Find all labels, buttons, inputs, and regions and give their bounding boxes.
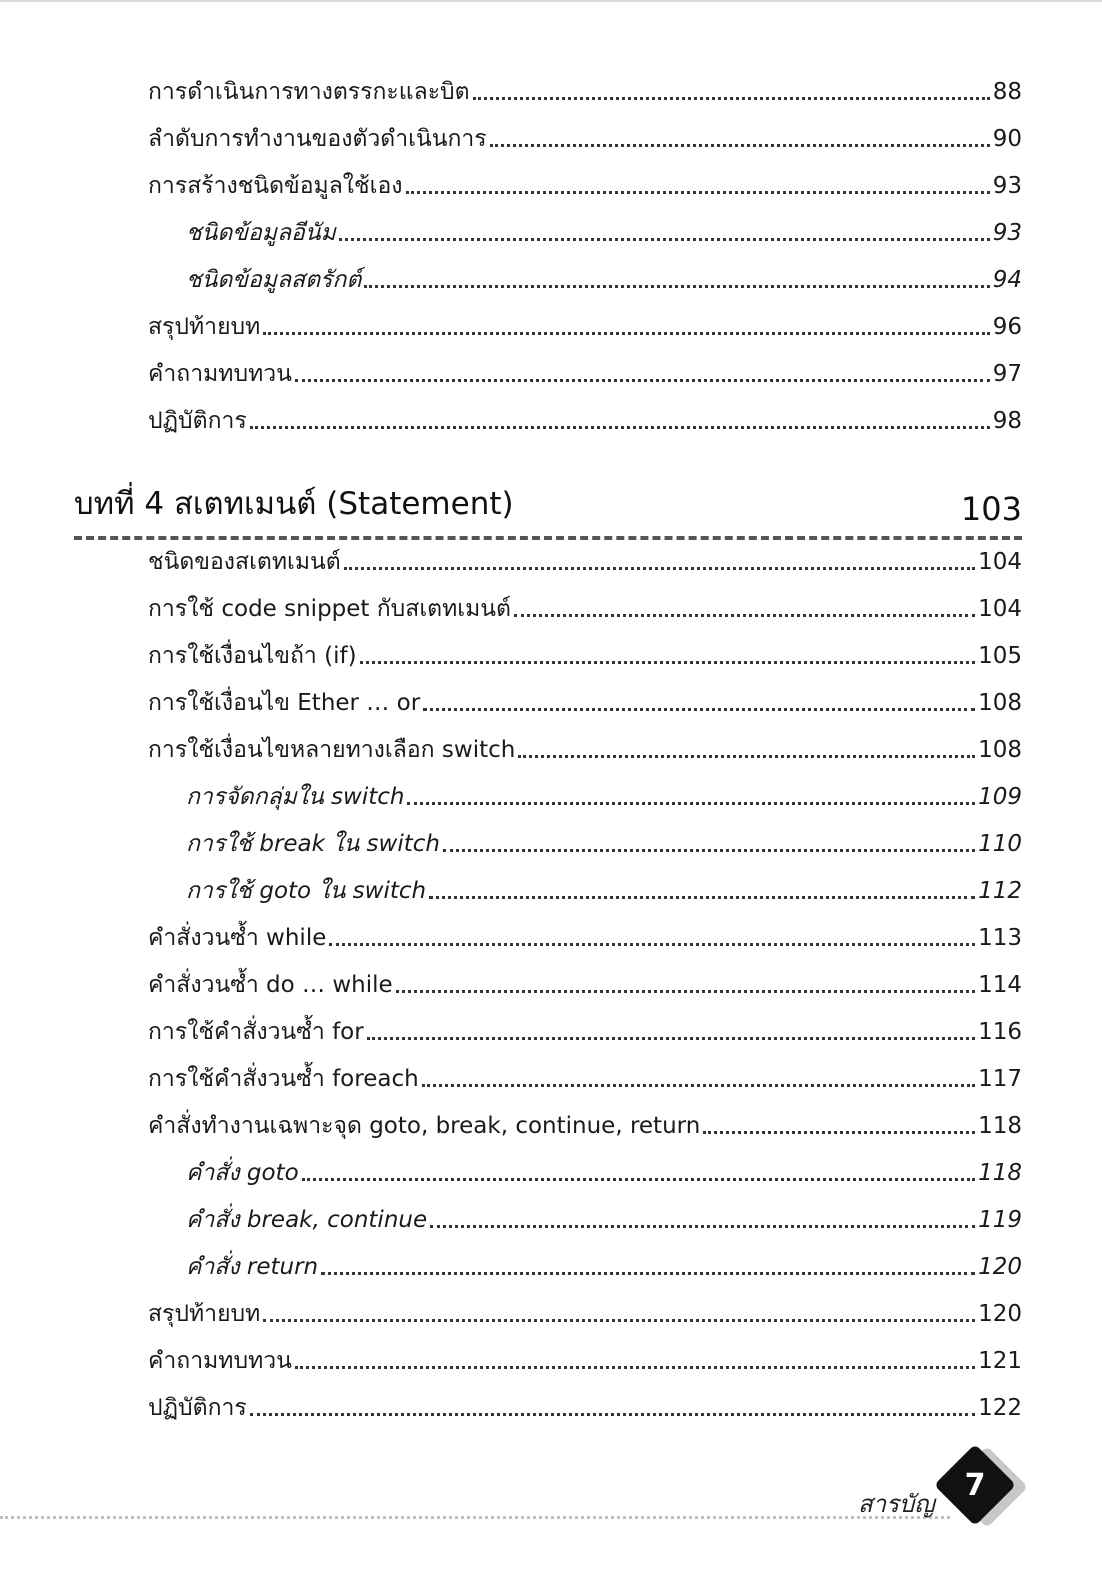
toc-entry-label: สรุปท้ายบท	[148, 1301, 261, 1327]
page-number: 7	[964, 1467, 986, 1503]
toc-entry-label: คำสั่งวนซ้ำ while	[148, 925, 327, 951]
leader-dots	[339, 238, 990, 241]
toc-entry[interactable]	[148, 678, 1022, 718]
leader-dots	[514, 614, 975, 617]
leader-dots	[302, 1178, 975, 1181]
toc-entry-label: การใช้เงื่อนไข Ether … or	[148, 690, 421, 716]
toc-entry-page: 110	[978, 831, 1022, 857]
toc-subentry[interactable]	[186, 866, 1022, 906]
toc-entry-page: 104	[978, 596, 1022, 622]
footer-section-label: สารบัญ	[858, 1490, 935, 1518]
chapter-title: บทที่ 4 สเตทเมนต์ (Statement)	[74, 486, 514, 522]
toc-entry-page: 109	[978, 784, 1022, 810]
toc-entry[interactable]	[148, 1054, 1022, 1094]
leader-dots	[490, 144, 990, 147]
toc-entry-label: สรุปท้ายบท	[148, 314, 261, 340]
toc-subentry[interactable]	[186, 772, 1022, 812]
toc-entry[interactable]	[148, 114, 1022, 154]
toc-entry-label: การดำเนินการทางตรรกะและบิต	[148, 79, 470, 105]
leader-dots	[250, 1413, 975, 1416]
toc-entry[interactable]	[148, 349, 1022, 389]
toc-entry[interactable]	[148, 584, 1022, 624]
toc-entry-page: 113	[978, 925, 1022, 951]
toc-entry-label: การจัดกลุ่มใน switch	[186, 784, 405, 810]
leader-dots	[329, 943, 975, 946]
toc-entry-label: คำสั่งทำงานเฉพาะจุด goto, break, continue, return	[148, 1113, 701, 1139]
toc-entry-label: การใช้ break ใน switch	[186, 831, 440, 857]
leader-dots	[443, 849, 975, 852]
leader-dots	[364, 285, 989, 288]
toc-entry-label: คำถามทบทวน	[148, 361, 292, 387]
toc-entry-page: 114	[978, 972, 1022, 998]
leader-dots	[422, 1084, 975, 1087]
leader-dots	[295, 1366, 975, 1369]
toc-entry-page: 117	[978, 1066, 1022, 1092]
toc-entry-page: 93	[992, 173, 1022, 199]
toc-entry[interactable]	[148, 396, 1022, 436]
toc-subentry[interactable]	[186, 208, 1022, 248]
leader-dots	[321, 1272, 975, 1275]
leader-dots	[360, 661, 976, 664]
toc-entry-page: 118	[978, 1160, 1022, 1186]
toc-subentry[interactable]	[186, 1242, 1022, 1282]
footer-divider	[0, 1516, 950, 1519]
toc-entry[interactable]	[148, 725, 1022, 765]
toc-entry-label: ปฏิบัติการ	[148, 408, 247, 434]
leader-dots	[344, 567, 975, 570]
toc-entry[interactable]	[148, 960, 1022, 1000]
leader-dots	[406, 191, 990, 194]
toc-entry-page: 120	[978, 1254, 1022, 1280]
toc-entry-label: ชนิดของสเตทเมนต์	[148, 549, 341, 575]
toc-subentry[interactable]	[186, 819, 1022, 859]
toc-entry-label: การใช้เงื่อนไขถ้า (if)	[148, 643, 357, 669]
leader-dots	[429, 896, 975, 899]
toc-entry-page: 116	[978, 1019, 1022, 1045]
chapter-page: 103	[960, 490, 1022, 528]
leader-dots	[703, 1131, 975, 1134]
toc-entry-label: ชนิดข้อมูลสตรักต์	[186, 267, 362, 293]
toc-entry-label: คำสั่ง return	[186, 1254, 319, 1280]
toc-entry[interactable]	[148, 631, 1022, 671]
toc-entry-page: 104	[978, 549, 1022, 575]
toc-entry-label: การใช้ code snippet กับสเตทเมนต์	[148, 596, 511, 622]
toc-entry-page: 105	[978, 643, 1022, 669]
toc-entry-page: 93	[992, 220, 1022, 246]
toc-entry-page: 97	[992, 361, 1022, 387]
leader-dots	[518, 755, 975, 758]
toc-entry-label: การใช้คำสั่งวนซ้ำ foreach	[148, 1066, 419, 1092]
leader-dots	[367, 1037, 975, 1040]
toc-entry-page: 122	[978, 1395, 1022, 1421]
toc-entry-label: การใช้คำสั่งวนซ้ำ for	[148, 1019, 364, 1045]
toc-entry-label: คำสั่ง break, continue	[186, 1207, 428, 1233]
toc-entry[interactable]	[148, 67, 1022, 107]
leader-dots	[263, 1319, 975, 1322]
toc-entry-label: ลำดับการทำงานของตัวดำเนินการ	[148, 126, 487, 152]
toc-entry[interactable]	[148, 537, 1022, 577]
toc-entry[interactable]	[148, 161, 1022, 201]
toc-entry-label: ชนิดข้อมูลอีนัม	[186, 220, 336, 246]
toc-entry-label: คำสั่งวนซ้ำ do … while	[148, 972, 393, 998]
toc-entry-page: 98	[992, 408, 1022, 434]
leader-dots	[396, 990, 975, 993]
toc-entry-label: คำสั่ง goto	[186, 1160, 299, 1186]
toc-entry-page: 108	[978, 690, 1022, 716]
toc-entry-page: 96	[992, 314, 1022, 340]
toc-entry-page: 94	[992, 267, 1022, 293]
toc-entry[interactable]	[148, 302, 1022, 342]
leader-dots	[430, 1225, 975, 1228]
toc-entry-page: 88	[992, 79, 1022, 105]
leader-dots	[407, 802, 975, 805]
toc-entry[interactable]	[148, 913, 1022, 953]
toc-entry-page: 119	[978, 1207, 1022, 1233]
toc-entry[interactable]	[148, 1336, 1022, 1376]
toc-entry-label: การสร้างชนิดข้อมูลใช้เอง	[148, 173, 403, 199]
toc-entry-page: 118	[978, 1113, 1022, 1139]
leader-dots	[423, 708, 975, 711]
toc-entry-page: 90	[992, 126, 1022, 152]
toc-entry[interactable]	[148, 1101, 1022, 1141]
toc-entry-page: 121	[978, 1348, 1022, 1374]
toc-entry-page: 120	[978, 1301, 1022, 1327]
toc-subentry[interactable]	[186, 255, 1022, 295]
leader-dots	[263, 332, 989, 335]
toc-subentry[interactable]	[186, 1195, 1022, 1235]
toc-entry-label: การใช้เงื่อนไขหลายทางเลือก switch	[148, 737, 516, 763]
chapter-heading[interactable]	[74, 478, 1022, 540]
toc-entry-page: 108	[978, 737, 1022, 763]
leader-dots	[250, 426, 990, 429]
toc-entry[interactable]	[148, 1383, 1022, 1423]
toc-entry[interactable]	[148, 1289, 1022, 1329]
toc-entry-page: 112	[978, 878, 1022, 904]
toc-subentry[interactable]	[186, 1148, 1022, 1188]
top-border	[0, 0, 1102, 2]
toc-entry[interactable]	[148, 1007, 1022, 1047]
toc-entry-label: ปฏิบัติการ	[148, 1395, 247, 1421]
toc-entry-label: การใช้ goto ใน switch	[186, 878, 427, 904]
toc-entry-label: คำถามทบทวน	[148, 1348, 292, 1374]
leader-dots	[295, 379, 990, 382]
leader-dots	[473, 97, 990, 100]
